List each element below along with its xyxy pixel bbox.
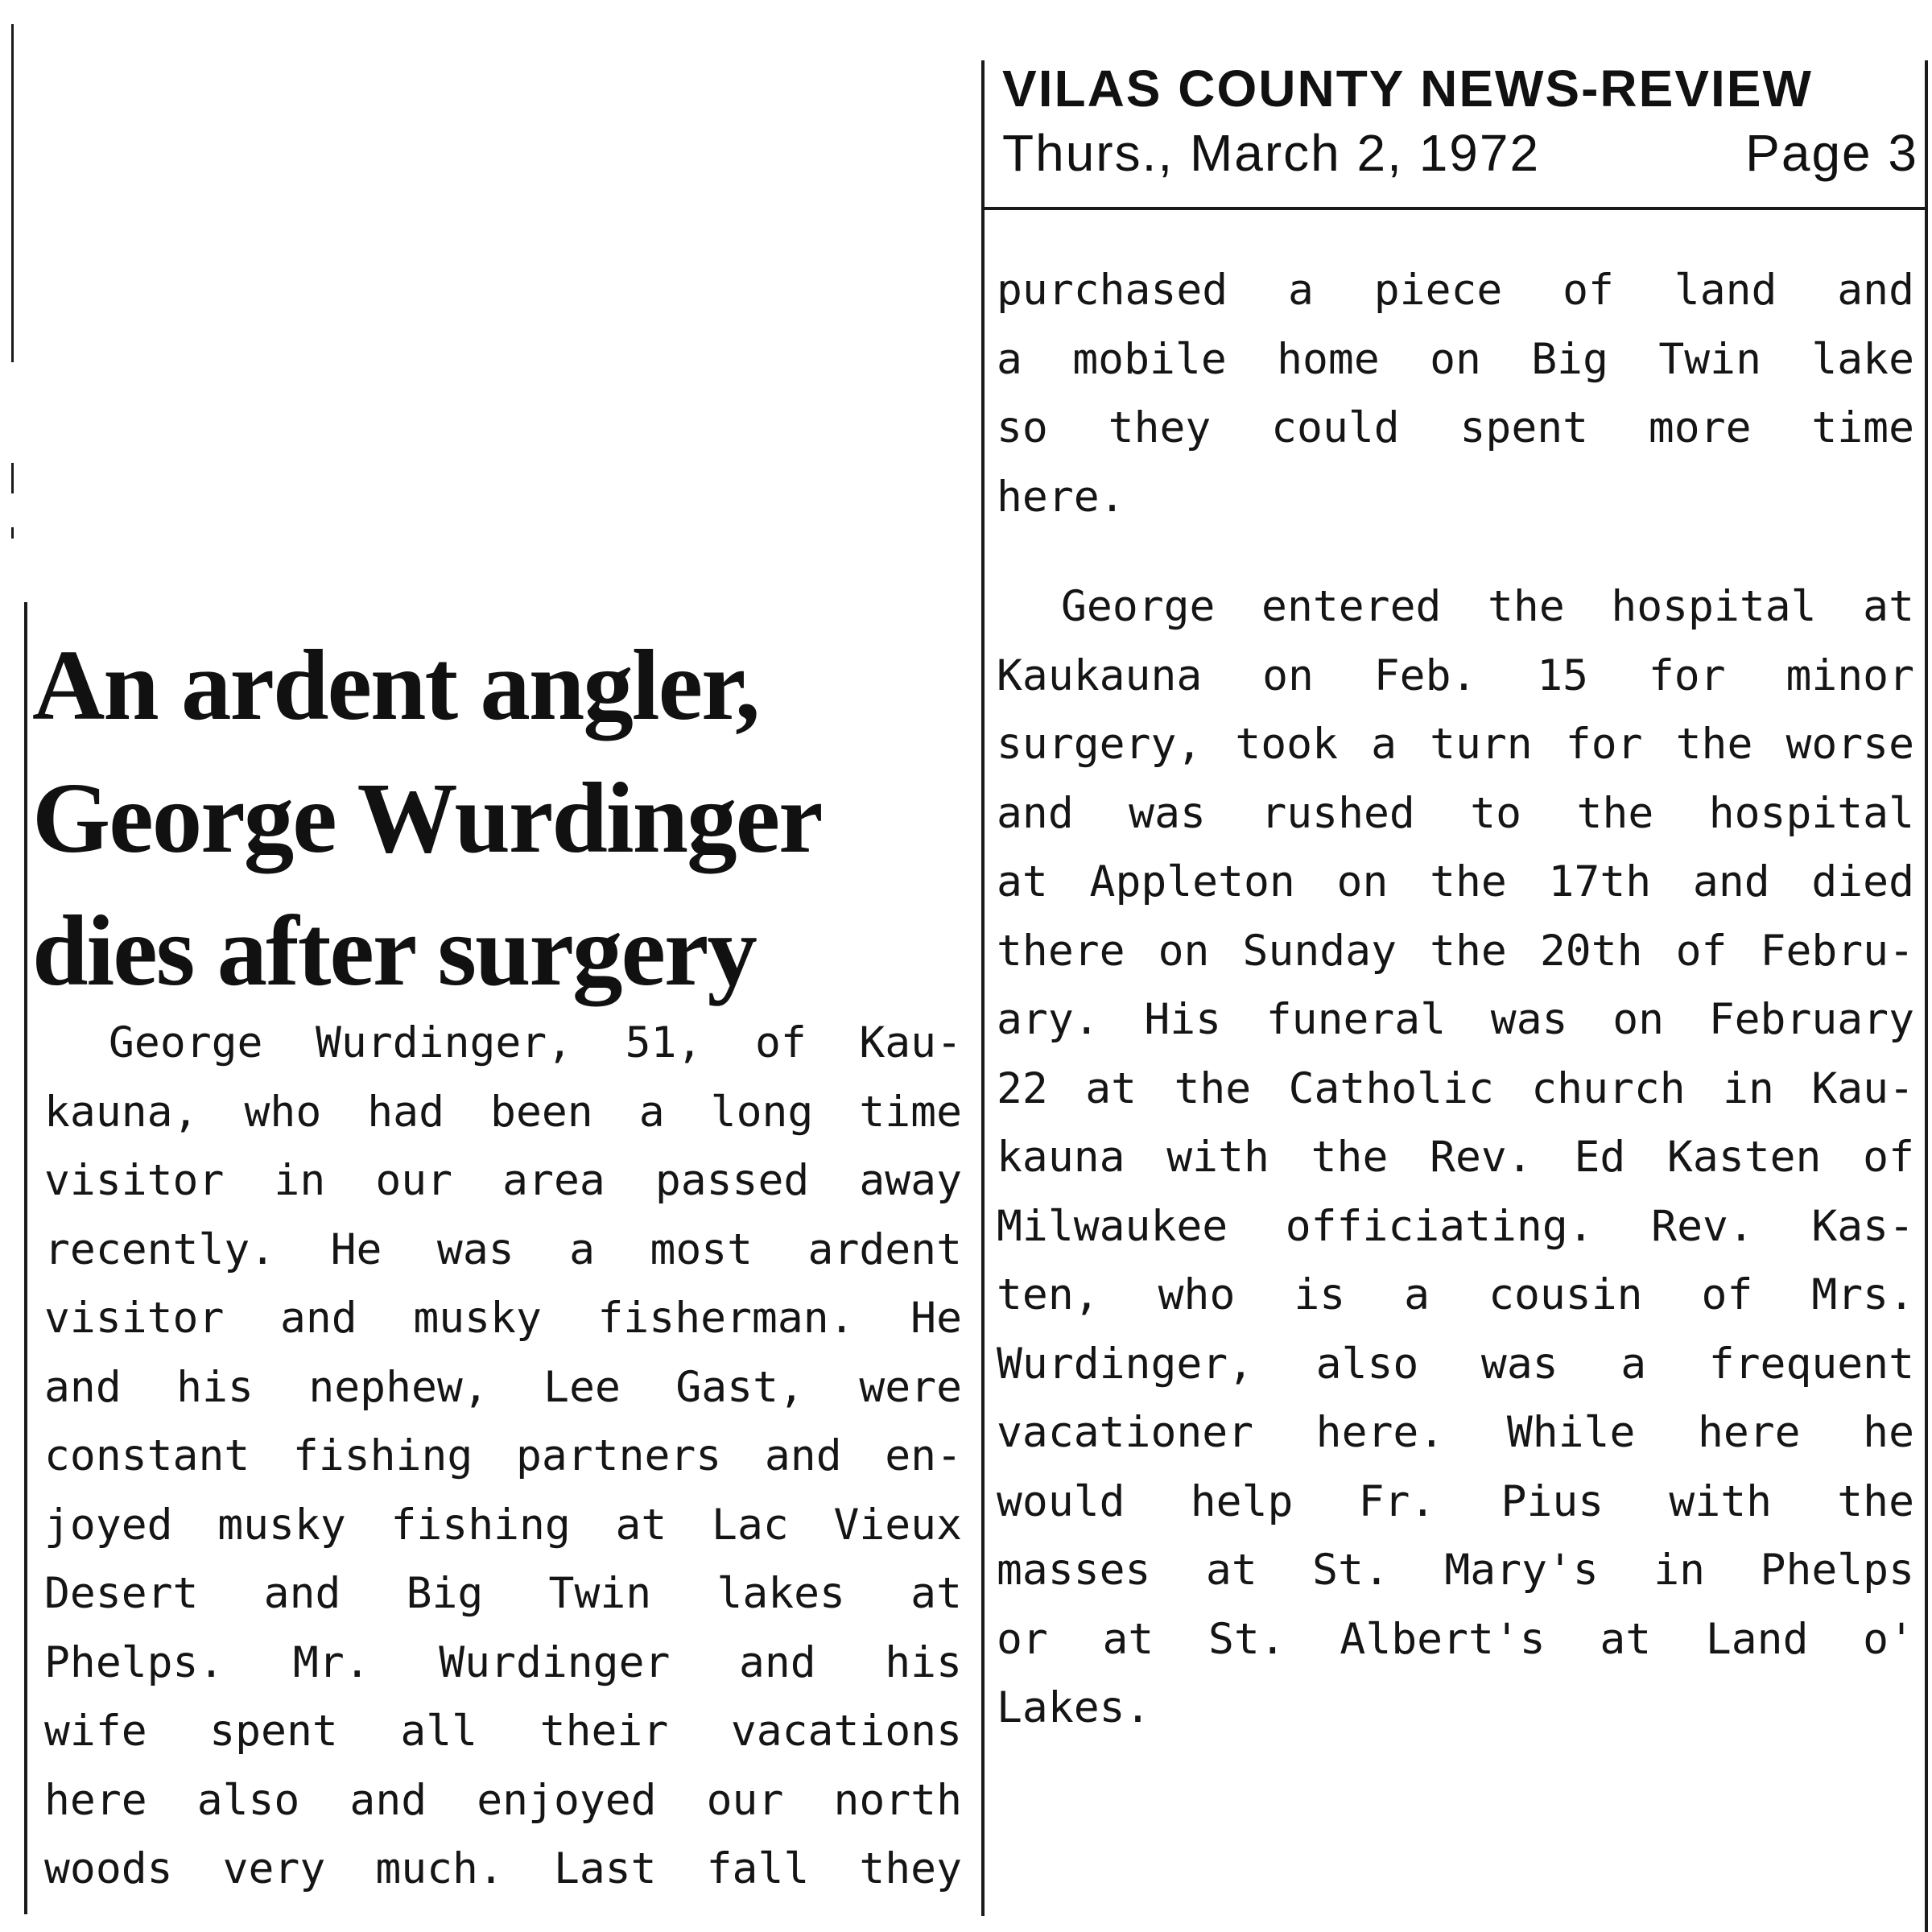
issue-line xyxy=(1002,121,1928,185)
body-line: Kaukauna on Feb. 15 for minor xyxy=(997,650,1914,700)
body-line: George Wurdinger, 51, of Kau- xyxy=(109,1018,962,1067)
body-line: visitor in our area passed away xyxy=(44,1156,962,1205)
headline-line: dies after surgery xyxy=(32,896,756,1007)
body-line: constant fishing partners and en- xyxy=(44,1431,962,1480)
article-left-rule xyxy=(24,602,27,1914)
body-line: would help Fr. Pius with the xyxy=(997,1476,1914,1526)
body-line: George entered the hospital at xyxy=(1061,582,1914,631)
headline-line: An ardent angler, xyxy=(32,630,759,741)
body-line: at Appleton on the 17th and died xyxy=(997,857,1914,906)
left-edge-rule-top xyxy=(11,24,14,362)
headline-line: George Wurdinger xyxy=(32,763,822,874)
body-line: visitor and musky fisherman. He xyxy=(44,1294,962,1343)
body-line: Wurdinger, also was a frequent xyxy=(997,1339,1914,1389)
article-body-right-paragraph-1 xyxy=(997,256,1914,531)
body-line: Milwaukee officiating. Rev. Kas- xyxy=(997,1201,1914,1251)
body-line: ary. His funeral was on February xyxy=(997,995,1914,1044)
issue-date: Thurs., March 2, 1972 xyxy=(1002,124,1541,182)
body-line: joyed musky fishing at Lac Vieux xyxy=(44,1500,962,1550)
body-line: purchased a piece of land and xyxy=(997,266,1914,315)
body-line: here. xyxy=(997,472,1125,522)
body-line: Phelps. Mr. Wurdinger and his xyxy=(44,1637,962,1687)
left-edge-rule-mid xyxy=(11,463,14,493)
body-line: masses at St. Mary's in Phelps xyxy=(997,1546,1914,1595)
body-line: surgery, took a turn for the worse xyxy=(997,720,1914,769)
body-line: or at St. Albert's at Land o' xyxy=(997,1614,1914,1664)
right-edge-rule xyxy=(1925,60,1928,1932)
body-line: 22 at the Catholic church in Kau- xyxy=(997,1063,1914,1113)
body-line: wife spent all their vacations xyxy=(44,1707,962,1756)
body-line: recently. He was a most ardent xyxy=(44,1224,962,1274)
body-line: and his nephew, Lee Gast, were xyxy=(44,1362,962,1412)
column-divider-rule xyxy=(981,60,985,1916)
body-line: ten, who is a cousin of Mrs. xyxy=(997,1270,1914,1319)
body-line: a mobile home on Big Twin lake xyxy=(997,334,1914,384)
article-body-right-paragraph-2 xyxy=(997,572,1914,1743)
body-line: there on Sunday the 20th of Febru- xyxy=(997,926,1914,976)
body-line: woods very much. Last fall they xyxy=(44,1844,962,1893)
body-line: Lakes. xyxy=(997,1683,1151,1732)
article-body-left-column xyxy=(44,1009,962,1904)
body-line: vacationer here. While here he xyxy=(997,1408,1914,1457)
body-line: so they could spent more time xyxy=(997,403,1914,452)
body-line: kauna, who had been a long time xyxy=(44,1087,962,1137)
body-line: Desert and Big Twin lakes at xyxy=(44,1569,962,1618)
masthead xyxy=(1002,56,1928,185)
body-line: and was rushed to the hospital xyxy=(997,788,1914,838)
body-line: kauna with the Rev. Ed Kasten of xyxy=(997,1133,1914,1182)
newspaper-name: VILAS COUNTY NEWS-REVIEW xyxy=(1002,60,1813,118)
page-number: Page 3 xyxy=(1745,124,1918,182)
left-edge-rule-small xyxy=(11,527,14,539)
body-line: here also and enjoyed our north xyxy=(44,1775,962,1825)
article-headline xyxy=(32,620,966,1018)
masthead-rule xyxy=(984,207,1926,210)
